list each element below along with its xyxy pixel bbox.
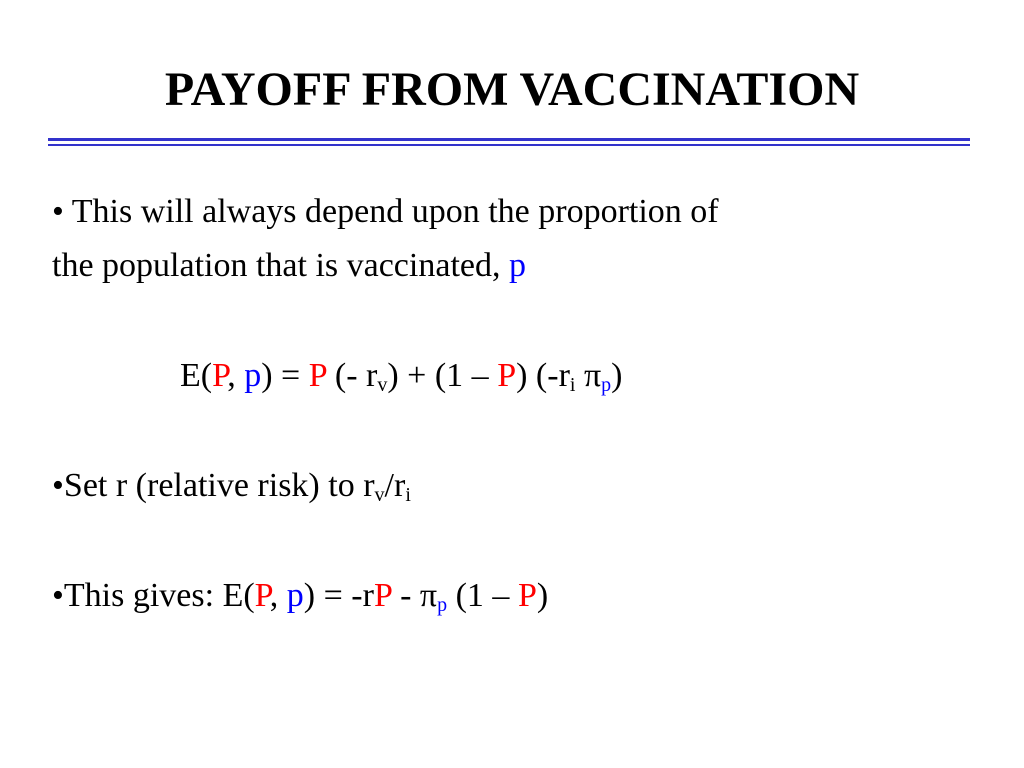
bullet-1-line-2 — [52, 246, 526, 286]
bullet-3-text: , — [269, 577, 287, 614]
title-divider-top — [48, 138, 970, 141]
title-divider-bottom — [48, 144, 970, 146]
eq1-part: E( — [180, 357, 213, 394]
slide-title: PAYOFF FROM VACCINATION — [164, 63, 860, 116]
eq1-part: ) = — [261, 357, 309, 394]
bullet-2-text: /r — [384, 467, 406, 504]
variable-P: P — [254, 577, 270, 614]
variable-P: P — [308, 357, 327, 394]
variable-p: p — [508, 247, 526, 284]
variable-p: p — [286, 577, 304, 614]
subscript-i: i — [569, 374, 576, 396]
subscript-v: v — [377, 374, 388, 396]
bullet-3-text: •This gives: E( — [52, 577, 255, 614]
variable-P: P — [517, 577, 537, 614]
eq1-part: ) — [611, 357, 623, 394]
eq1-part: ) (-r — [516, 357, 570, 394]
bullet-1-text: • This will always depend upon the proportion of — [52, 193, 719, 230]
eq1-part: , — [227, 357, 245, 394]
bullet-2 — [52, 466, 411, 506]
equation-expected-payoff — [180, 356, 622, 396]
variable-P: P — [373, 577, 392, 614]
eq1-part: (- r — [326, 357, 378, 394]
eq1-part: ) + (1 – — [387, 357, 498, 394]
variable-p: p — [244, 357, 262, 394]
subscript-i: i — [405, 484, 411, 506]
bullet-3-text: ) = -r — [303, 577, 374, 614]
subscript-v: v — [374, 484, 385, 506]
bullet-1-text-2: the population that is vaccinated, — [52, 247, 509, 284]
bullet-1-line-1 — [52, 192, 719, 232]
subscript-p: p — [601, 374, 612, 396]
subscript-p: p — [437, 594, 448, 616]
variable-P: P — [212, 357, 228, 394]
bullet-3-text: - π — [391, 577, 438, 614]
bullet-2-text: •Set r (relative risk) to r — [52, 467, 375, 504]
variable-P: P — [497, 357, 517, 394]
bullet-3 — [52, 576, 548, 616]
bullet-3-text: ) — [536, 577, 549, 614]
bullet-3-text: (1 – — [447, 577, 518, 614]
eq1-part: π — [575, 357, 602, 394]
